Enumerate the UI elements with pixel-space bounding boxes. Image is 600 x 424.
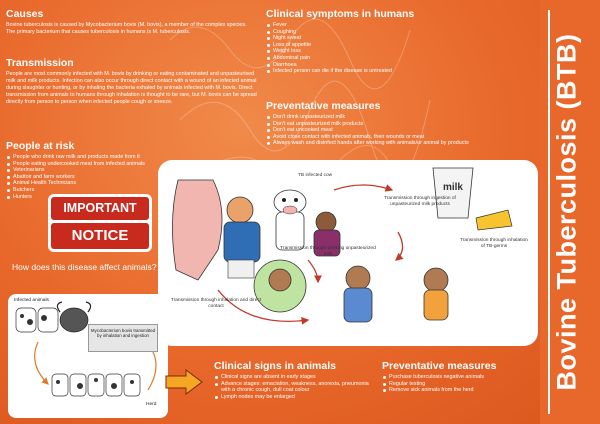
risk-item: People eating undercooked meat from infected animals xyxy=(6,161,206,168)
transmission-section xyxy=(6,57,261,106)
risk-item: Animal Health Technicians xyxy=(6,180,206,187)
risk-item: Butchers xyxy=(6,187,206,194)
risk-item: Abattoir and farm workers xyxy=(6,174,206,181)
prevent-humans-list xyxy=(266,114,536,147)
important-notice xyxy=(48,194,152,252)
label-via-drinking: Transmission through drinking unpasteurized milk xyxy=(280,246,376,257)
notice-bottom: NOTICE xyxy=(51,223,149,249)
prevent-humans-section xyxy=(266,100,536,147)
label-herd: Herd xyxy=(146,402,157,407)
label-milk: milk xyxy=(442,182,463,193)
label-via-inhalation-contact: Transmission through inhalation and direct contact xyxy=(170,298,262,309)
prevent-human-item: Always wash and disinfect hands after working with animals/or animal by products xyxy=(266,140,536,147)
symptom-item: Coughing xyxy=(266,29,536,36)
risk-item: People who drink raw milk and products made from it xyxy=(6,154,206,161)
prevent-animals-section xyxy=(382,360,537,394)
transmission-illustration xyxy=(158,160,538,346)
causes-text: Bovine tuberculosis is caused by Mycobacterium bovis (M. bovis), a member of the complex species. The primary bacterium that causes tuberculosis in humans is M. tuberculosis. xyxy=(6,22,247,35)
label-infected-animals: Infected animals xyxy=(14,298,49,303)
transmission-text: People are most commonly infected with M. bovis by drinking or eating contaminated and unpasteurised milk and milk products. Infection can also occur through direct contact with a wound of an infected animal during slaughter or hunting, or by inhaling the bacteria exhaled by animals infected with M. bovis. Direct transmission from animals to humans through inhalation is thought to be rare, but M. bovis can be spread directly from person to person when infected people cough or sneeze. xyxy=(6,71,257,105)
label-via-inhalation-germs: Transmission through inhalation of TB-germs xyxy=(460,238,528,249)
sign-item: Advance stages: emaciation, weakness, anorexia, pneumonia with a chronic cough, dull coat colour xyxy=(214,381,379,394)
prevent-animals-heading: Preventative measures xyxy=(382,360,497,372)
prevent-animal-item: Regular testing xyxy=(382,381,537,388)
risk-item: Veterinarians xyxy=(6,167,206,174)
poster-title: Bovine Tuberculosis (BTB) xyxy=(551,33,582,391)
prevent-animals-list xyxy=(382,374,537,394)
risk-item: Hunters xyxy=(6,194,206,201)
notice-top: IMPORTANT xyxy=(51,197,149,220)
symptoms-list xyxy=(266,22,536,75)
symptom-item: Infected person can die if the disease is untreated xyxy=(266,68,536,75)
prevent-human-item: Don't eat uncooked meat xyxy=(266,127,536,134)
causes-heading: Causes xyxy=(6,8,44,20)
symptom-item: Night sweat xyxy=(266,35,536,42)
label-tb-cow: TB infected cow xyxy=(298,173,333,178)
label-via-milk: Transmission through ingestion of unpasteurized milk products xyxy=(384,196,456,207)
signs-list xyxy=(214,374,379,400)
prevent-human-item: Avoid close contact with infected animals, their wounds or meat xyxy=(266,134,536,141)
symptom-item: Diarrhoea xyxy=(266,62,536,69)
signs-section xyxy=(214,360,379,400)
prevent-human-item: Don't drink unpasteurized milk xyxy=(266,114,536,121)
animal-diagram-drawing xyxy=(8,294,168,418)
symptom-item: Weight loss xyxy=(266,48,536,55)
prevent-human-item: Don't eat unpasteurized milk products xyxy=(266,121,536,128)
how-affect-question: How does this disease affect animals? xyxy=(12,262,157,272)
sign-item: Lymph nodes may be enlarged xyxy=(214,394,379,401)
prevent-humans-heading: Preventative measures xyxy=(266,100,381,112)
transmission-heading: Transmission xyxy=(6,57,74,69)
symptom-item: Abdominal pain xyxy=(266,55,536,62)
sign-item: Clinical signs are absent in early stages xyxy=(214,374,379,381)
symptom-item: Loss of appetite xyxy=(266,42,536,49)
prevent-animal-item: Purchase tuberculosis negative animals xyxy=(382,374,537,381)
animal-diagram xyxy=(8,294,168,418)
transmission-box: Mycobacterium bovis transmitted by inhalation and ingestion xyxy=(88,324,158,352)
symptom-item: Fever xyxy=(266,22,536,29)
risk-heading: People at risk xyxy=(6,140,75,152)
prevent-animal-item: Remove sick animals from the herd xyxy=(382,387,537,394)
causes-section xyxy=(6,8,256,36)
big-arrow-icon xyxy=(164,368,204,396)
symptoms-section xyxy=(266,8,536,75)
title-band-line xyxy=(548,10,550,414)
symptoms-heading: Clinical symptoms in humans xyxy=(266,8,415,20)
signs-heading: Clinical signs in animals xyxy=(214,360,336,372)
